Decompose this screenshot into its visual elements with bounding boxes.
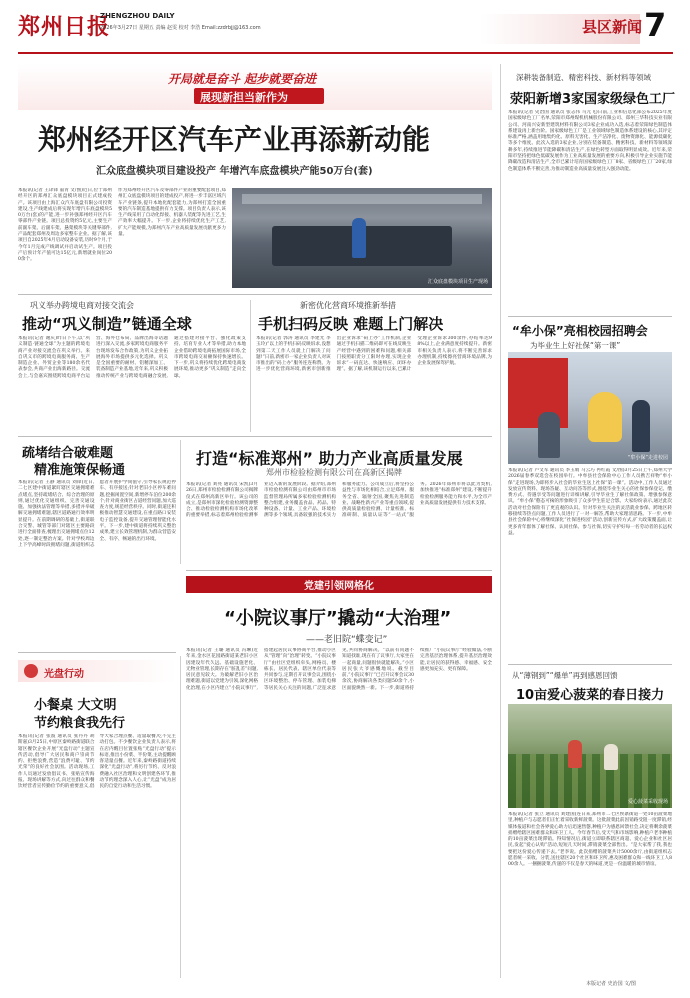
- recruit-photo-person: [632, 400, 650, 452]
- divider-jieyue: [18, 652, 176, 653]
- jieyue-title-1: 小餐桌 大文明: [34, 698, 117, 713]
- dangjian-banner-text: 党建引领网格化: [304, 581, 374, 592]
- right-title: 荥阳新增3家国家级绿色工厂: [510, 92, 676, 107]
- dangjian-title: “小院议事厅”撬动“大治理”: [224, 608, 452, 629]
- biaozhun-subtitle: 郑州市检验检测有限公司在高新区揭牌: [266, 468, 402, 477]
- gongyi-title: 推动“巩义制造”链通全球: [22, 315, 192, 333]
- jieyue-title-2: 节约粮食我先行: [34, 716, 126, 731]
- masthead-logo: 郑州日报: [18, 14, 111, 40]
- dangjian-subtitle: ——老旧院“蝶变记”: [306, 635, 388, 645]
- recruit-title: “牟小保”亮相校园招聘会: [512, 324, 648, 338]
- dangjian-banner: [186, 576, 492, 593]
- recruit-subtitle: 为毕业生上好社保“第一课”: [530, 341, 621, 350]
- recruit-photo-person-2: [538, 412, 560, 458]
- lead-photo: [232, 188, 492, 288]
- shulian-title-2: 精准施策保畅通: [34, 463, 126, 478]
- yuanyi-title: 10亩爱心菠菜的春日接力: [516, 688, 665, 703]
- yuanyi-photo-person: [568, 740, 582, 768]
- masthead-meta: 2026年3月27日 星期五 责编 赵雯 校对 李浩 Email:zzdrbjj@163.com: [100, 25, 261, 31]
- yuanyi-kicker: 从“薄钢到”“爆单”再到感恩回馈: [512, 671, 618, 680]
- divider-lead: [18, 294, 492, 295]
- recruit-photo-caption: “牟小保”走进校园: [627, 455, 668, 461]
- jieyue-kicker: 光盘行动: [44, 669, 84, 680]
- masthead-rule: [18, 52, 673, 54]
- right-kicker: 深耕装备制造、精密科技、新材料等领域: [516, 73, 651, 82]
- recruit-photo-mascot: [588, 392, 622, 442]
- lead-subtitle: 汇众底盘模块项目建设投产 年增汽车底盘模块产能50万台(套): [96, 166, 373, 177]
- divider-gongyi: [250, 300, 251, 432]
- divider-right-1: [508, 316, 672, 317]
- banner-subslogan: 展现新担当新作为: [200, 91, 288, 104]
- lead-body-2: 作为郑州经开区汽车及零部件产业的重要配套项目,郑州汇众底盘模块项目的建成投产,将进一步丰富区域汽车产业链条,提升本地化配套能力,为郑州打造全国重要的汽车制造基地提供有力支撑。项目负责人表示,该生产线采用了自动化焊接、机器人装配等先进工艺,生产效率大幅提升。下一步,企业将持续优化生产工艺,扩大产能规模,为郑州汽车产业高质量发展贡献更多力量。: [118, 188, 226, 238]
- shulian-title-1: 疏堵结合破难题: [22, 446, 114, 461]
- lead-body-1: 本报讯(记者 王译锋 董青 文/图)近日,位于郑州经开区的郑州汇众底盘模块项目正式建成投产。该项目由上海汇众汽车底盘有限公司投资建设,生产线建成后将实现年增汽车底盘模块50万台(套)的产能,进一步补强郑州经开区汽车零部件产业链。项目总投资约5亿元,主要生产前副车架、后副车架、悬架模块等关键零部件,产品配套郑州及周边多家整车企业。据了解,该项目自2025年4月启动设备安装,历时9个月,于今年1月完成产线调试并启动试生产。项目投产后预计年产值可达15亿元,新增就业岗位200余个。: [18, 188, 112, 263]
- divider-jieyue-v: [180, 656, 181, 978]
- jieyue-bowl-icon: [24, 664, 38, 678]
- recruit-body: 本报讯(记者 卢文军 通讯员 李玉娟 马云巧 冉红霞 文/图)3月25日上午,郑州大学2026届春季双选会在校园举行。中牟县社会保险中心工作人员携吉祥物“牟小保”走进现场,为即将步入社会的毕业生送上社保“第一课”。活动中,工作人员通过发放宣传资料、现场答疑、互动问答等形式,围绕毕业生关心的社保参保登记、缴费方式、待遇享受等问题进行详细讲解,引导毕业生了解社保政策、增强参保意识。“牟小保”憨态可掬的形象吸引了众多学生驻足合影。大家纷纷表示,通过此次活动对社会保险有了更直观的认识。针对毕业生关注的灵活就业参保、跨地区转移接续等热点问题,工作人员进行了一对一解答,帮助大家理清思路。下一步,中牟县社会保险中心将继续深化“社保进校园”活动,创新宣传方式,扩大政策覆盖面,让更多青年群体了解社保、认同社保、参与社保,切实守护好每一名劳动者的长远权益。: [508, 468, 672, 536]
- banner-slogan: 开局就是奋斗 起步就要奋进: [168, 72, 317, 86]
- gongyi-kicker: 巩义举办跨境电商对接交流会: [30, 301, 134, 310]
- biaozhun-title: 打造“标准郑州” 助力产业高质量发展: [196, 449, 463, 468]
- section-title: 县区新闻: [582, 18, 643, 36]
- yuanyi-photo-person-2: [604, 744, 618, 770]
- yuanyi-body: 本报讯(记者 张立 通讯员 刘建国)连日来,郑州市二七区侯寨街道一处10亩菠菜地里,种植户与志愿者们正忙着采收新鲜菠菜。这批菠菜此前因销路受阻一度滞销,经媒体报道和社会各界爱心助力后迅速售罄,种植户为感恩回馈社会,决定将剩余菠菜捐赠给辖区困难群众和环卫工人。今年春节后,受天气和市场影响,种植户老李种植的10亩菠菜出现滞销。得知情况后,街道立即联系辖区商超、爱心企业和社区居民,发起“爱心认购”活动,短短几天时间,滞销菠菜全部售出。“是大家帮了我,我也要把这份爱心传递下去。”老李说。此次捐赠的菠菜共计5000余斤,由街道组织志愿者统一采收、分装,送往辖区20个社区和环卫所,惠及困难群众和一线环卫工人800余人。一捆捆菠菜,传递的不仅是春天的味道,更是一份温暖的城市情谊。: [508, 812, 672, 868]
- divider-right-2: [508, 664, 672, 665]
- divider-lower: [186, 570, 492, 571]
- lead-title: 郑州经开区汽车产业再添新动能: [38, 123, 431, 156]
- banner: [18, 64, 492, 110]
- lead-photo-caption: 汇众底盘模块项目生产现场: [427, 279, 488, 285]
- xinmi-body: 本报讯(记者 郭涛 通讯员 李建光 李玉玲)“以上的手机扫码反映诉求,没想到第二天工作人员就上门解决了问题!”日前,新密市一家企业负责人对该市推出的“码上办”服务连连称赞。为进一步优化营商环境,新密市创新推出企业诉求“码上办”工作机制,企业通过手机扫描二维码即可在线反映生产经营中遇到的困难和问题,相关部门按照职责分工限时办理,实现企业诉求“一码直达、快速响应、闭环办理”。据了解,该机制运行以来,已累计受理企业诉求300余件,办结率达98%以上,企业满意度持续提升。新密市相关负责人表示,将不断完善诉求办理机制,持续擦亮营商环境品牌,为企业发展保驾护航。: [256, 336, 492, 373]
- right-body: 本报讯(记者 史治国 通讯员 张志伟 马元飞)日前,工业和信息化部公布2025年度国家级绿色工厂名单,荥阳市郑州煤机机械股份有限公司、郑州三华科技实业有限公司、河南兴安新型建筑材料有限公司3家企业成功入选,标志着荥阳绿色制造体系建设再上新台阶。国家级绿色工厂是工业领域绿色制造体系建设的核心,其评定标准严格,涵盖用地集约化、原料无害化、生产洁净化、废物资源化、能源低碳化等多个维度。此次入选的3家企业,分别在装备制造、精密科技、新材料等领域深耕多年,持续推进节能降碳和清洁生产,在绿色转型方面取得明显成效。近年来,荥阳市坚持把绿色低碳发展作为工业高质量发展的重要方向,积极引导企业实施节能降碳改造和清洁生产,全市已累计培育国家级绿色工厂8家、省级绿色工厂20家,绿色制造体系不断完善,为推动制造业高质量发展注入强劲动能。: [508, 110, 672, 172]
- masthead-en: ZHENGZHOU DAILY: [100, 12, 175, 20]
- divider-shulian: [180, 440, 181, 564]
- masthead: [0, 0, 690, 62]
- dangjian-body: 本报讯(记者 王璐 通讯员 冯琳)近年来,金水区花园路街道某老旧小区因建设年代久远、基础设施老化、无物业管理,长期存在“脏乱差”问题,居民意见较大。为破解老旧小区治理难题,街道以党建为引领,深化网格化治理,在小区内建立“小院议事厅”,搭建起居民议事协商平台,推动小区从“管理”向“治理”转变。“小院议事厅”由社区党组织牵头,网格员、楼栋长、居民代表、辖区单位代表等共同参与,定期召开议事会议,围绕小区环境整治、停车管理、加装电梯等居民关心关注的问题,广泛征求意见,共同协商解决。“以前有问题不知道找谁,现在有了议事厅,大家坐在一起商量,问题很快就能解决。”小区居民张大爷感慨地说。截至目前,“小院议事厅”已召开议事会议30余次,协商解决各类问题50余个,小区面貌焕然一新。下一步,街道将持续推广“小院议事厅”经验做法,不断完善基层治理体系,提升基层治理效能,让居民的获得感、幸福感、安全感更加充实、更有保障。: [186, 648, 492, 691]
- xinmi-title: 手机扫码反映 难题上门解决: [258, 315, 444, 333]
- xinmi-kicker: 新密优化营商环境推新举措: [300, 301, 396, 310]
- footer-note: 本版记者 史治国 文/图: [586, 981, 636, 987]
- recruit-photo: [508, 352, 672, 464]
- jieyue-kicker-box: [18, 660, 176, 682]
- yuanyi-photo: [508, 704, 672, 808]
- gongyi-body: 本报讯(记者 谢庆)昨日下午,以“巩义制造·链通全球”为主题的跨境电商产业对接交流会在巩义举行。来自巩义市的跨境电商服务商、生产制造企业、外贸企业等180余名代表参会,共商产业出海新路径。交流会上,与会嘉宾围绕跨境电商平台运营、海外仓布局、品牌出海等话题进行深入交流,多家跨境电商服务平台现场发布合作政策,为巩义企业拓展海外市场提供多元化选择。巩义是全国重要的耐材、铝精深加工、装备制造产业基地,近年来,巩义积极推动传统产业与跨境电商融合发展,通过搭建对接平台、强化政策支持、培育专业人才等举措,助力本地企业借助跨境电商拓展国际市场,全市跨境电商交易额保持快速增长。下一步,巩义将持续优化跨境电商发展环境,推动更多“巩义制造”走向全球。: [18, 336, 246, 379]
- lead-photo-light: [242, 194, 482, 204]
- lead-photo-worker: [352, 218, 366, 258]
- shulian-body: 本报讯(记者 王静 通讯员 刘锋)近日,二七区建中街道紧盯辖区交通拥堵难点堵点,坚持疏堵结合、综合治理的原则,通过优化交通组织、完善交通设施、加强执法管理等举措,多措并举破解交通拥堵难题,辖区道路通行效率明显提升。在前期调研的基础上,街道联合交警、城管等部门对辖区主要路段进行全面排查,梳理出交通拥堵点位12处,逐一制定整治方案。针对学校周边上下学高峰时段拥堵问题,街道组织志愿者开展护学岗值守,引导家长规范停车、有序接送;针对老旧小区停车难问题,挖掘闲置空间,新增停车泊位200余个;针对商业街区占道经营问题,加大巡查力度,规范经营秩序。同时,街道还积极推动智慧交通建设,在重点路口安装电子监控设备,提升交通管理智能化水平。下一步,建中街道将持续巩义整治成果,建立长效管理机制,为群众营造安全、有序、畅通的出行环境。: [18, 480, 176, 548]
- yuanyi-photo-caption: 爱心菠菜采收现场: [627, 799, 668, 805]
- divider-mid: [18, 436, 492, 437]
- page-number: 7: [644, 6, 667, 44]
- divider-right: [500, 64, 501, 978]
- jieyue-body: 本报讯(记者 张波 通讯员 张丹丹 胡斯嘉)3月25日,中原区秦岭路街道联合辖区餐饮企业开展“光盘行动”主题宣传活动,倡导广大居民和商户崇尚节约、拒绝浪费,营造“浪费可耻、节约光荣”的良好社会氛围。活动现场,工作人员通过发放倡议书、张贴宣传海报、现场讲解等方式,向过往群众和餐饮经营者宣传勤俭节约的重要意义,倡导大家合理点餐、适量取餐,吃不完主动打包。不少餐饮企业负责人表示,将在店内醒目位置张贴“光盘行动”提示标语,推出小份菜、半份菜,主动提醒顾客适量点餐。近年来,秦岭路街道持续深化“光盘行动”,将厉行节约、反对浪费融入社区治理和文明创建各环节,推动节约理念深入人心,让“光盘”成为居民的自觉行动和生活习惯。: [18, 734, 176, 790]
- biaozhun-body: 本报讯(记者 刘亮 通讯员 宋凯)3月26日,郑州市检验检测有限公司揭牌仪式在郑州高新区举行。该公司的成立,是郑州市深化检验检测资源整合、推动检验检测机构市场化改革的重要举措,标志着郑州检验检测事业迈入新的发展阶段。据介绍,郑州市检验检测有限公司由郑州市市场监督管理局所属多家检验检测机构整合组建,业务覆盖食品、药品、特种设备、计量、工业产品、环境检测等多个领域,具备较强的技术实力和服务能力。公司成立后,将坚持公益性与市场化相结合,立足郑州、服务全省、辐射全国,聚焦先进制造业、战略性新兴产业等重点领域,提供高质量检验检测、计量校准、标准研制、质量认证等“一站式”服务。2026年郑州市将以此为契机,加快推进“标准郑州”建设,不断提升检验检测服务能力和水平,为全市产业高质量发展提供有力技术支撑。: [186, 482, 492, 519]
